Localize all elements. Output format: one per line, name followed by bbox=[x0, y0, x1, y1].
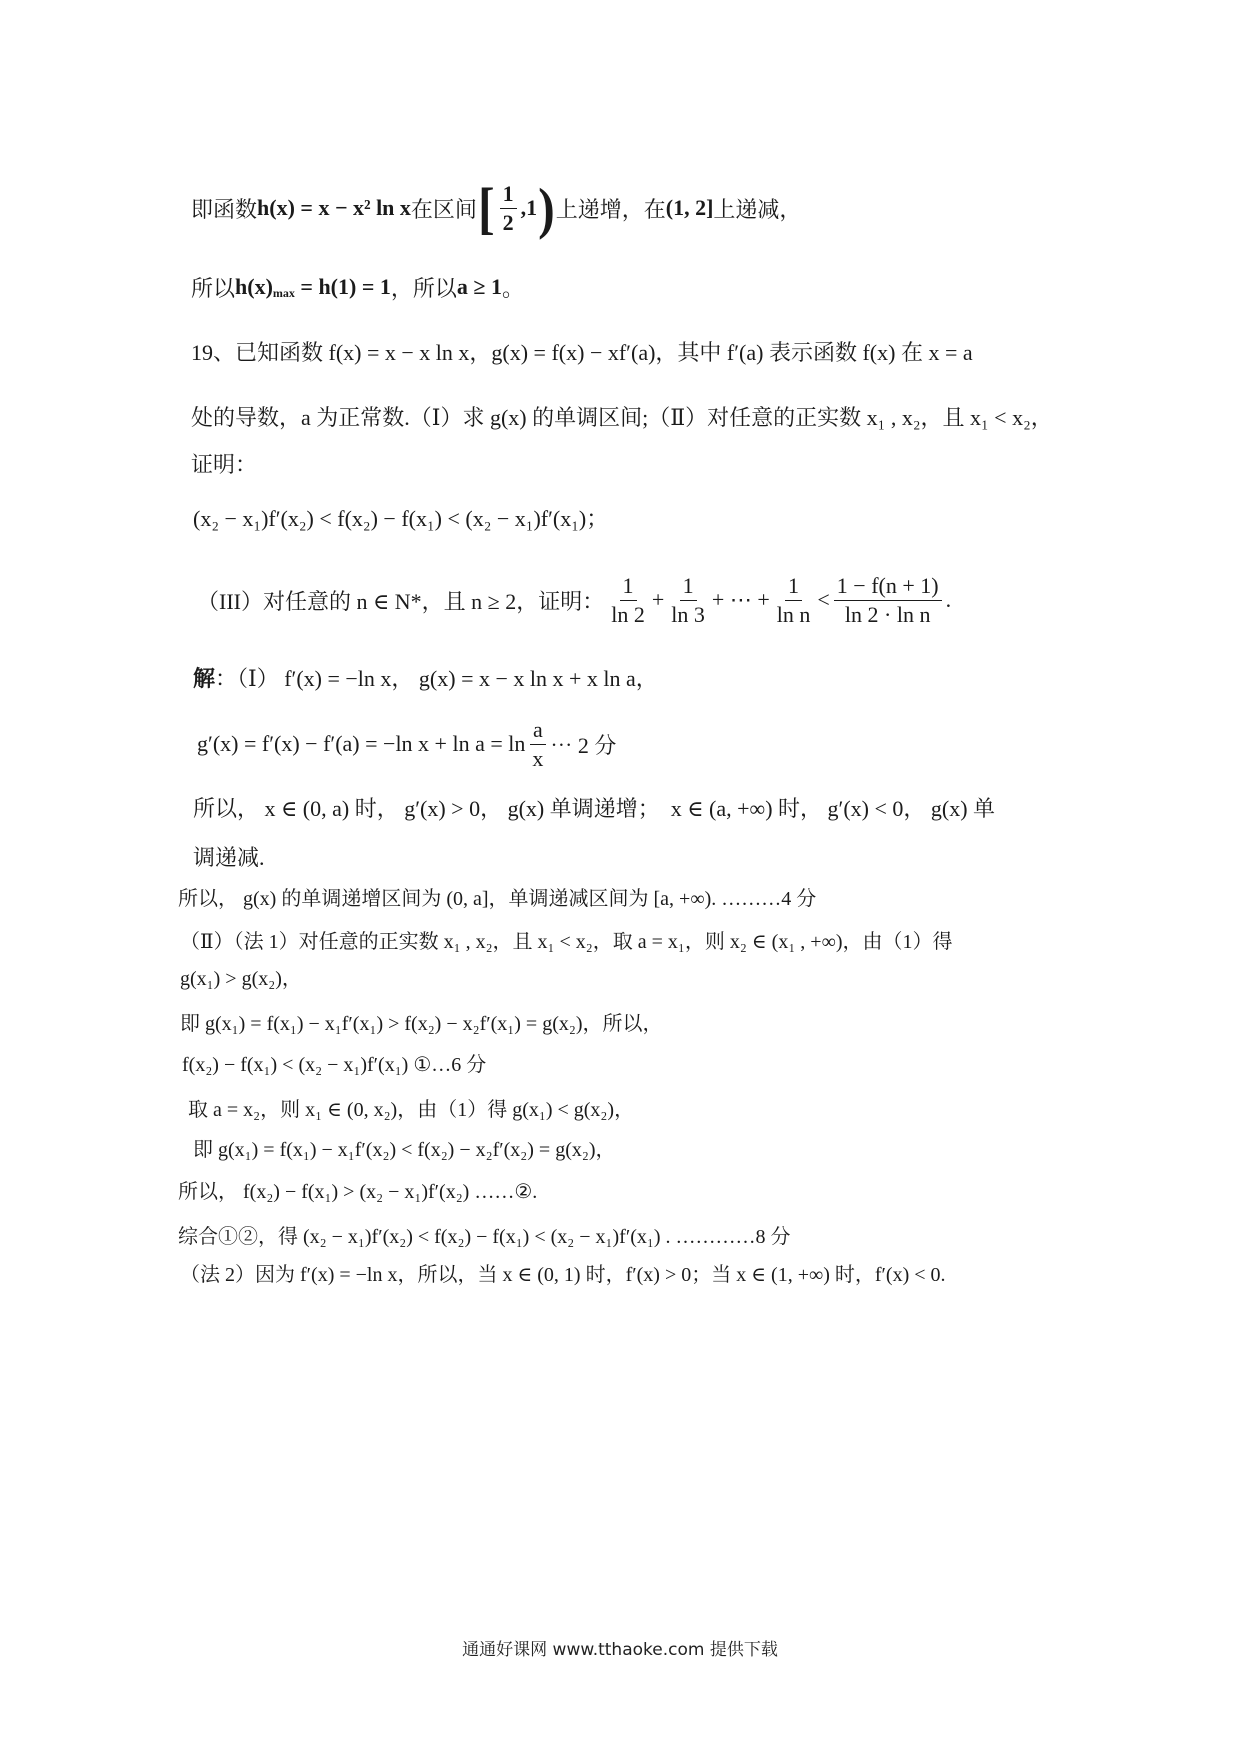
monotonicity-line-cont bbox=[193, 841, 265, 871]
fraction-denominator: ln 2 bbox=[611, 601, 645, 627]
fraction-denominator: ln 3 bbox=[671, 601, 705, 627]
solution-part-1 bbox=[193, 662, 658, 692]
text-segment: （法 2）因为 f′(x) = −ln x，所以，当 x ∈ (0, 1) 时，f′(x) > 0；当 x ∈ (1, +∞) 时，f′(x) < 0. bbox=[180, 1263, 946, 1286]
part-3-statement bbox=[197, 572, 951, 628]
fraction bbox=[834, 573, 942, 627]
operator: + ⋯ + bbox=[711, 587, 770, 612]
fraction-numerator: a bbox=[530, 717, 546, 744]
fraction-numerator: 1 − f(n + 1) bbox=[834, 573, 942, 600]
fraction-numerator: 1 bbox=[620, 573, 637, 600]
text-segment: 上递增，在 bbox=[555, 196, 666, 222]
text-segment: 综合①②，得 (x₂ − x₁)f′(x₂) < f(x₂) − f(x₁) < (x₂ − x₁)f′(x₁) . …………8 分 bbox=[178, 1225, 791, 1248]
text-segment: ，所以 bbox=[390, 275, 457, 301]
period: . bbox=[945, 587, 952, 612]
math-expression: = h(1) = 1 bbox=[294, 274, 391, 299]
text-segment: 所以， f(x₂) − f(x₁) > (x₂ − x₁)f′(x₂) ……②. bbox=[178, 1180, 538, 1203]
text-segment: 即 g(x₁) = f(x₁) − x₁f′(x₁) > f(x₂) − x₂f′(x₁) = g(x₂)，所以， bbox=[180, 1012, 663, 1035]
proof-line bbox=[180, 961, 302, 991]
derivative-line bbox=[197, 716, 616, 772]
part-2-method-2 bbox=[180, 1257, 946, 1287]
score-mark: ⋯ 2 分 bbox=[550, 732, 617, 758]
text-segment: （III）对任意的 n ∈ N*，且 n ≥ 2，证明： bbox=[197, 588, 605, 614]
left-bracket: [ bbox=[477, 175, 495, 241]
text-segment: （Ⅱ）（法 1）对任意的正实数 x₁ , x₂，且 x₁ < x₂，取 a = x₁，则 x₂ ∈ (x₁ , +∞)，由（1）得 bbox=[180, 930, 953, 953]
fraction-denominator: x bbox=[532, 745, 544, 771]
math-expression: f(x₂) − f(x₁) < (x₂ − x₁)f′(x₁) ①…6 分 bbox=[182, 1053, 487, 1076]
math-expression: g′(x) = f′(x) − f′(a) = −ln x + ln a = ln bbox=[197, 731, 526, 756]
operator: < bbox=[817, 587, 830, 612]
proof-line bbox=[178, 1174, 537, 1204]
fraction-denominator: 2 bbox=[502, 209, 514, 235]
subscript: max bbox=[272, 286, 295, 300]
math-expression: g(x₁) > g(x₂)， bbox=[180, 967, 302, 990]
inequality-to-prove bbox=[193, 502, 608, 532]
text-segment: 即函数 bbox=[191, 196, 258, 222]
fraction bbox=[668, 573, 708, 627]
math-expression: a ≥ 1 bbox=[456, 274, 502, 299]
text-segment: 证明： bbox=[191, 451, 258, 477]
interval-endpoint: ,1 bbox=[520, 195, 538, 220]
max-value-conclusion bbox=[191, 272, 524, 302]
fraction-denominator: ln n bbox=[776, 601, 811, 627]
fraction-denominator: ln 2 · ln n bbox=[844, 601, 931, 627]
fraction bbox=[500, 181, 517, 235]
fraction-numerator: 1 bbox=[500, 181, 517, 208]
proof-line bbox=[180, 1006, 663, 1036]
proof-line bbox=[182, 1047, 486, 1077]
text-segment: 调递减. bbox=[193, 844, 265, 870]
problem-19-statement-cont bbox=[191, 401, 1053, 431]
fraction-numerator: 1 bbox=[785, 573, 802, 600]
text-segment: 取 a = x₂，则 x₁ ∈ (0, x₂)，由（1）得 g(x₁) < g(x₂)， bbox=[188, 1098, 635, 1121]
monotonicity-line bbox=[193, 792, 995, 822]
proof-line bbox=[193, 1132, 616, 1162]
solution-label: 解 bbox=[193, 665, 216, 691]
prove-label bbox=[191, 448, 257, 478]
function-expression: h(x) bbox=[235, 274, 273, 299]
text-segment: 。 bbox=[501, 275, 524, 301]
problem-19-statement bbox=[191, 336, 973, 366]
text-segment: 所以， x ∈ (0, a) 时， g′(x) > 0， g(x) 单调递增； x ∈ (a, +∞) 时， g′(x) < 0， g(x) 单 bbox=[193, 795, 996, 821]
text-segment: 处的导数，a 为正常数.（Ⅰ）求 g(x) 的单调区间;（Ⅱ）对任意的正实数 x₁ , x₂，且 x₁ < x₂， bbox=[191, 404, 1053, 430]
operator: + bbox=[651, 587, 665, 612]
text-segment: 即 g(x₁) = f(x₁) − x₁f′(x₂) < f(x₂) − x₂f′(x₂) = g(x₂)， bbox=[193, 1138, 616, 1161]
footer-credit: 通通好课网 www.tthaoke.com 提供下载 bbox=[462, 1640, 778, 1660]
text-segment: 上递减， bbox=[713, 196, 802, 222]
fraction-numerator: 1 bbox=[680, 573, 697, 600]
text-segment: 19、已知函数 f(x) = x − x ln x，g(x) = f(x) − xf′(a)，其中 f′(a) 表示函数 f(x) 在 x = a bbox=[191, 339, 973, 365]
text-segment: 所以 bbox=[191, 275, 236, 301]
fraction bbox=[529, 717, 546, 771]
proof-conclusion bbox=[178, 1219, 791, 1249]
fraction bbox=[608, 573, 648, 627]
proof-line bbox=[188, 1092, 634, 1122]
text-segment: ：（Ⅰ） f′(x) = −ln x， g(x) = x − x ln x + x ln a， bbox=[215, 665, 658, 691]
right-parenthesis: ) bbox=[538, 175, 555, 241]
text-segment: 在区间 bbox=[410, 196, 477, 222]
monotonic-intervals-result bbox=[178, 881, 816, 911]
fraction bbox=[774, 573, 814, 627]
monotonic-interval-statement bbox=[191, 175, 802, 241]
math-expression: (x₂ − x₁)f′(x₂) < f(x₂) − f(x₁) < (x₂ − x₁)f′(x₁)； bbox=[193, 505, 609, 531]
part-2-method-1 bbox=[180, 924, 953, 954]
interval-expression: (1, 2] bbox=[665, 195, 714, 220]
text-segment: 所以， g(x) 的单调递增区间为 (0, a]，单调递减区间为 [a, +∞). ………4 分 bbox=[178, 887, 817, 910]
function-expression: h(x) = x − x² ln x bbox=[257, 195, 411, 220]
